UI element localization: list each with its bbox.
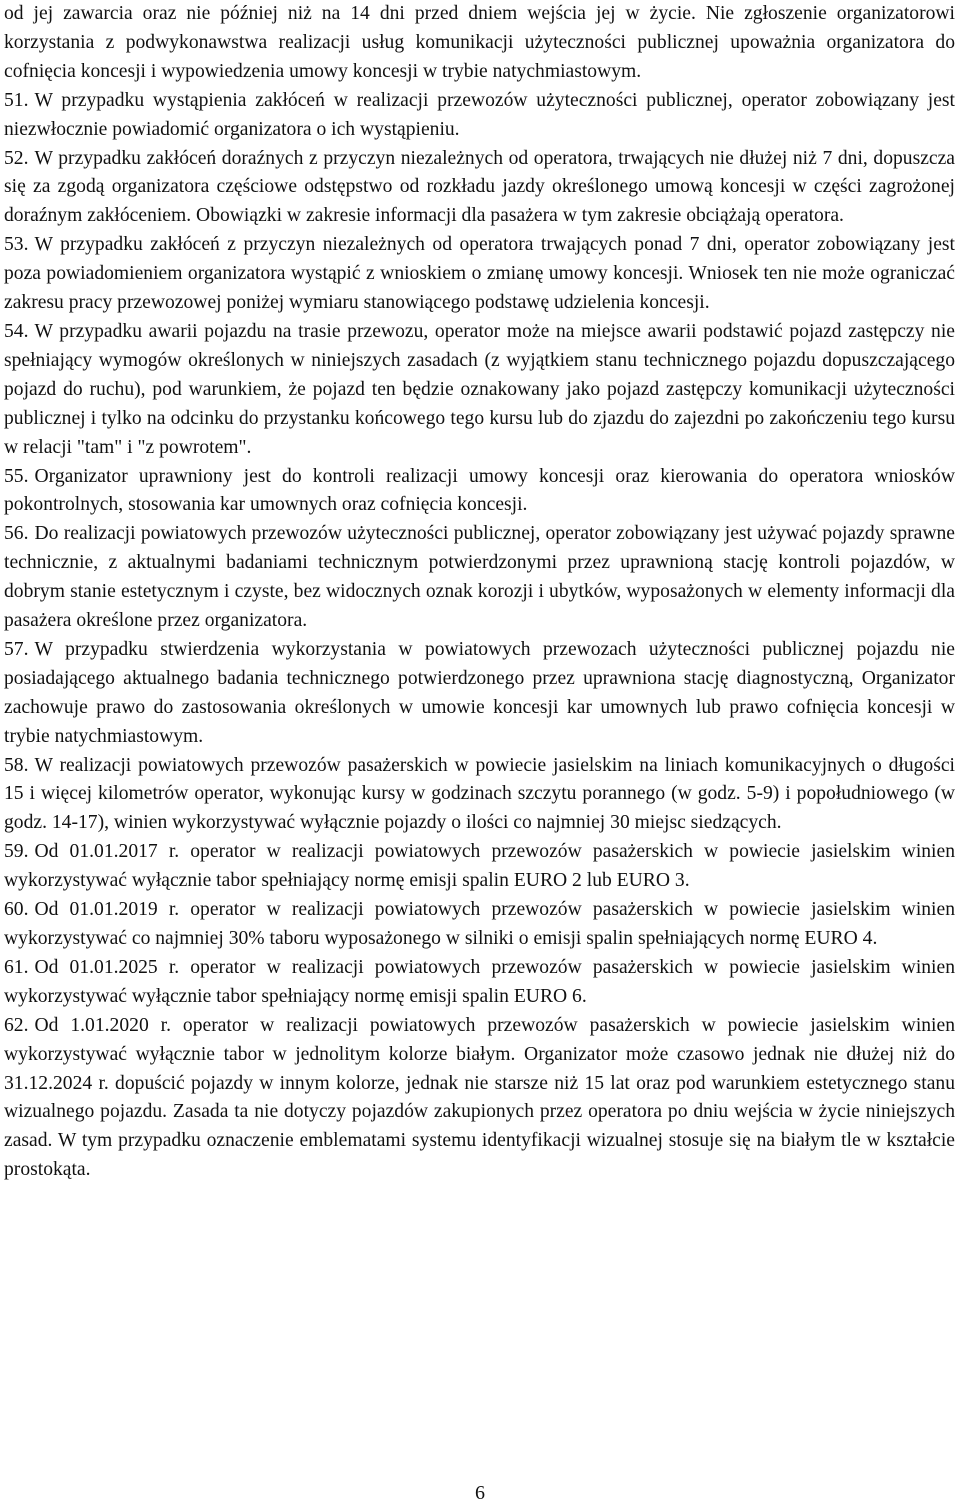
paragraph-text: Od 01.01.2019 r. operator w realizacji powiatowych przewozów pasażerskich w powiecie jasielskim winien wykorzystywać co najmniej 30% taboru wyposażonego w silniki o emisji spalin spełniających normę EURO 4. (4, 899, 955, 949)
paragraph-56 (4, 520, 955, 636)
paragraph-number: 58. (4, 754, 29, 776)
paragraph-continuation: od jej zawarcia oraz nie później niż na 14 dni przed dniem wejścia jej w życie. Nie zgłoszenie organizatorowi korzystania z podwykonawstwa realizacji usług komunikacji użyteczności publicznej upoważnia organizatora do cofnięcia koncesji i wypowiedzenia umowy koncesji w trybie natychmiastowym. (4, 3, 955, 82)
paragraph-number: 54. (4, 320, 29, 342)
paragraph-text: Od 01.01.2017 r. operator w realizacji powiatowych przewozów pasażerskich w powiecie jasielskim winien wykorzystywać wyłącznie tabor spełniający normę emisji spalin EURO 2 lub EURO 3. (4, 841, 955, 892)
paragraph-55 (4, 463, 955, 521)
paragraph-text: W przypadku zakłóceń z przyczyn niezależnych od operatora trwających ponad 7 dni, operator zobowiązany jest poza powiadomieniem organizatora wystąpić z wnioskiem o zmianę umowy koncesji. Wniosek ten nie może ograniczać zakresu pracy przewozowej poniżej wymiaru stanowiącego podstawę udzielenia koncesji. (4, 234, 955, 314)
document-page (4, 0, 955, 1185)
paragraph-61 (4, 954, 955, 1012)
paragraph-number: 59. (4, 841, 29, 863)
paragraph-62 (4, 1012, 955, 1185)
paragraph-text: W przypadku stwierdzenia wykorzystania w powiatowych przewozach użyteczności publicznej pojazdu nie posiadającego aktualnego badania technicznego potwierdzonego przez uprawniona stację diagnostyczną, Organizator zachowuje prawo do zastosowania określonych w umowie koncesji kar umownych lub prawo cofnięcia koncesji w trybie natychmiastowym. (4, 638, 955, 747)
paragraph-number: 60. (4, 899, 29, 921)
paragraph-number: 51. (4, 89, 29, 111)
paragraph-text: W przypadku awarii pojazdu na trasie przewozu, operator może na miejsce awarii podstawić pojazd zastępczy nie spełniający wymogów określonych w niniejszych zasadach (z wyjątkiem stanu technicznego pojazdu dopuszczającego pojazd do ruchu), pod warunkiem, że pojazd ten będzie oznakowany jako pojazd zastępczy komunikacji użyteczności publicznej i tylko na odcinku do przystanku końcowego tego kursu lub do zjazdu do zajezdni po zakończeniu tego kursu w relacji "tam" i "z powrotem". (4, 320, 955, 458)
paragraph-text: W przypadku wystąpienia zakłóceń w realizacji przewozów użyteczności publicznej, operator zobowiązany jest niezwłocznie powiadomić organizatora o ich wystąpieniu. (4, 89, 955, 140)
paragraph-51 (4, 87, 955, 145)
paragraph-58 (4, 752, 955, 839)
paragraph-text: Organizator uprawniony jest do kontroli realizacji umowy koncesji oraz kierowania do operatora wniosków pokontrolnych, stosowania kar umownych oraz cofnięcia koncesji. (4, 465, 955, 516)
paragraph-text: Od 1.01.2020 r. operator w realizacji powiatowych przewozów pasażerskich w powiecie jasielskim winien wykorzystywać wyłącznie tabor w jednolitym kolorze białym. Organizator może czasowo jednak nie dłużej niż do 31.12.2024 r. dopuścić pojazdy w innym kolorze, jednak nie starsze niż 15 lat oraz pod warunkiem estetycznego stanu wizualnego pojazdu. Zasada ta nie dotyczy pojazdów zakupionych przez operatora po dniu wejścia w życie niniejszych zasad. W tym przypadku oznaczenie emblematami systemu identyfikacji wizualnej stosuje się na białym tle w kształcie prostokąta. (4, 1014, 955, 1181)
paragraph-text: W realizacji powiatowych przewozów pasażerskich w powiecie jasielskim na liniach komunikacyjnych o długości 15 i więcej kilometrów operator, wykonując kursy w godzinach szczytu porannego (w godz. 5-9) i popołudniowego (w godz. 14-17), winien wykorzystywać wyłącznie pojazdy o ilości co najmniej 30 miejsc siedzących. (4, 754, 955, 834)
paragraph-57 (4, 636, 955, 752)
page-number: 6 (475, 1482, 485, 1504)
paragraph-54 (4, 318, 955, 463)
paragraph-number: 55. (4, 465, 29, 487)
paragraph-52 (4, 145, 955, 232)
paragraph-number: 61. (4, 956, 29, 978)
paragraph-text: W przypadku zakłóceń doraźnych z przyczyn niezależnych od operatora, trwających nie dłużej niż 7 dni, dopuszcza się za zgodą organizatora częściowe odstępstwo od rozkładu jazdy określonego umową koncesji w części zagrożonej doraźnym zakłóceniem. Obowiązki w zakresie informacji dla pasażera w tym zakresie obciążają operatora. (4, 147, 955, 227)
paragraph-number: 56. (4, 523, 29, 545)
paragraph-53 (4, 231, 955, 318)
paragraph-text: Do realizacji powiatowych przewozów użyteczności publicznej, operator zobowiązany jest używać pojazdy sprawne technicznie, z aktualnymi badaniami technicznym potwierdzonymi przez uprawnioną stację kontroli pojazdów, w dobrym stanie estetycznym i czyste, bez widocznych oznak korozji i ubytków, wyposażonych w elementy informacji dla pasażera określone przez organizatora. (4, 523, 955, 632)
paragraph-number: 52. (4, 147, 29, 169)
paragraph-number: 62. (4, 1014, 29, 1036)
paragraph-text: Od 01.01.2025 r. operator w realizacji powiatowych przewozów pasażerskich w powiecie jasielskim winien wykorzystywać wyłącznie tabor spełniający normę emisji spalin EURO 6. (4, 956, 955, 1007)
paragraph-59 (4, 838, 955, 896)
paragraph-number: 53. (4, 234, 29, 256)
paragraph-number: 57. (4, 638, 29, 660)
paragraph-60 (4, 896, 955, 954)
